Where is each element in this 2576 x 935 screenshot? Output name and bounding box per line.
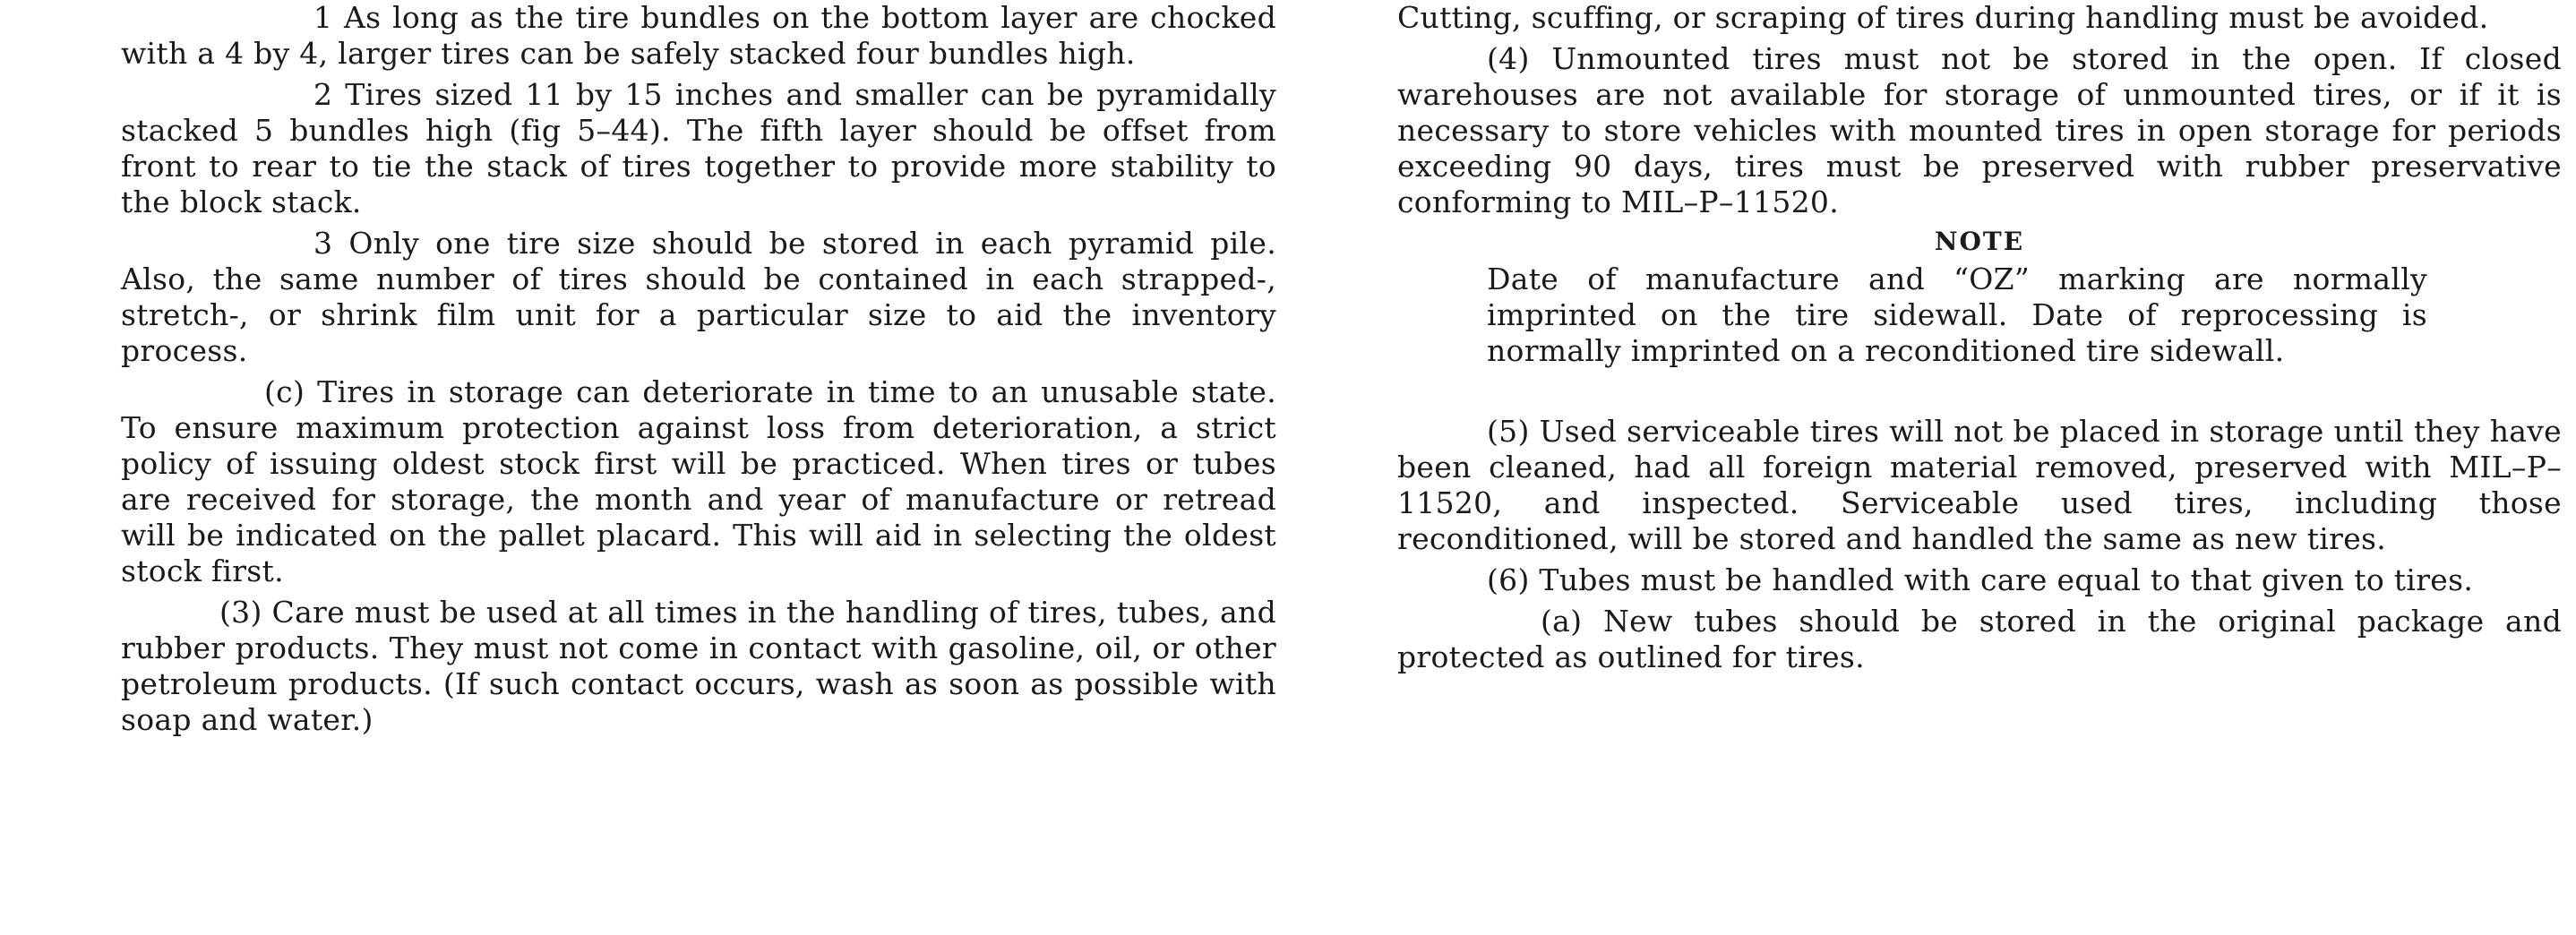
paragraph-cutting-scuffing: Cutting, scuffing, or scraping of tires during handling must be avoided.	[1397, 0, 2489, 35]
paragraph-one-tire-size: 3 Only one tire size should be stored in each pyramid pile. Also, the same number of tires should be contained in each strapped-, stretch-, or shrink film unit for a particular size to aid the inventory process.	[121, 226, 1276, 368]
paragraph-new-tubes-storage: (a) New tubes should be stored in the original package and protected as outlined for tires.	[1397, 604, 2562, 674]
paragraph-used-serviceable-tires: (5) Used serviceable tires will not be placed in storage until they have been cleaned, had all foreign material removed, preserved with MIL–P–11520, and inspected. Serviceable used tires, including those reconditioned, will be stored and handled the same as new tires.	[1397, 414, 2562, 556]
paragraph-tire-bundles-chocked: 1 As long as the tire bundles on the bottom layer are chocked with a 4 by 4, larger tires can be safely stacked four bundles high.	[121, 0, 1276, 71]
paragraph-deterioration: (c) Tires in storage can deteriorate in time to an unusable state. To ensure maximum protection against loss from deterioration, a strict policy of issuing oldest stock first will be practiced. When tires or tubes are received for storage, the month and year of manufacture or retread will be indicated on the pallet placard. This will aid in selecting the oldest stock first.	[121, 374, 1276, 588]
left-column	[121, 0, 1276, 743]
spacer	[1397, 369, 2562, 414]
paragraph-unmounted-tires: (4) Unmounted tires must not be stored in the open. If closed warehouses are not available for storage of unmounted tires, or if it is necessary to store vehicles with mounted tires in open storage for periods exceeding 90 days, tires must be preserved with rubber preservative conforming to MIL–P–11520.	[1397, 41, 2562, 219]
paragraph-pyramid-stacking: 2 Tires sized 11 by 15 inches and smaller can be pyramidally stacked 5 bundles high (fig 5–44). The fifth layer should be offset from front to rear to tie the stack of tires together to provide more stability to the block stack.	[121, 77, 1276, 219]
note-title: NOTE	[1934, 227, 2025, 256]
paragraph-care-handling: (3) Care must be used at all times in the handling of tires, tubes, and rubber products. They must not come in contact with gasoline, oil, or other petroleum products. (If such contact occurs, wash as soon as possible with soap and water.)	[121, 595, 1276, 737]
paragraph-tubes-handling: (6) Tubes must be handled with care equal to that given to tires.	[1487, 562, 2474, 597]
note-body: Date of manufacture and “OZ” marking are normally imprinted on the tire sidewall. Date of reprocessing is normally imprinted on a reconditioned tire sidewall.	[1487, 262, 2427, 368]
right-column	[1397, 0, 2562, 681]
